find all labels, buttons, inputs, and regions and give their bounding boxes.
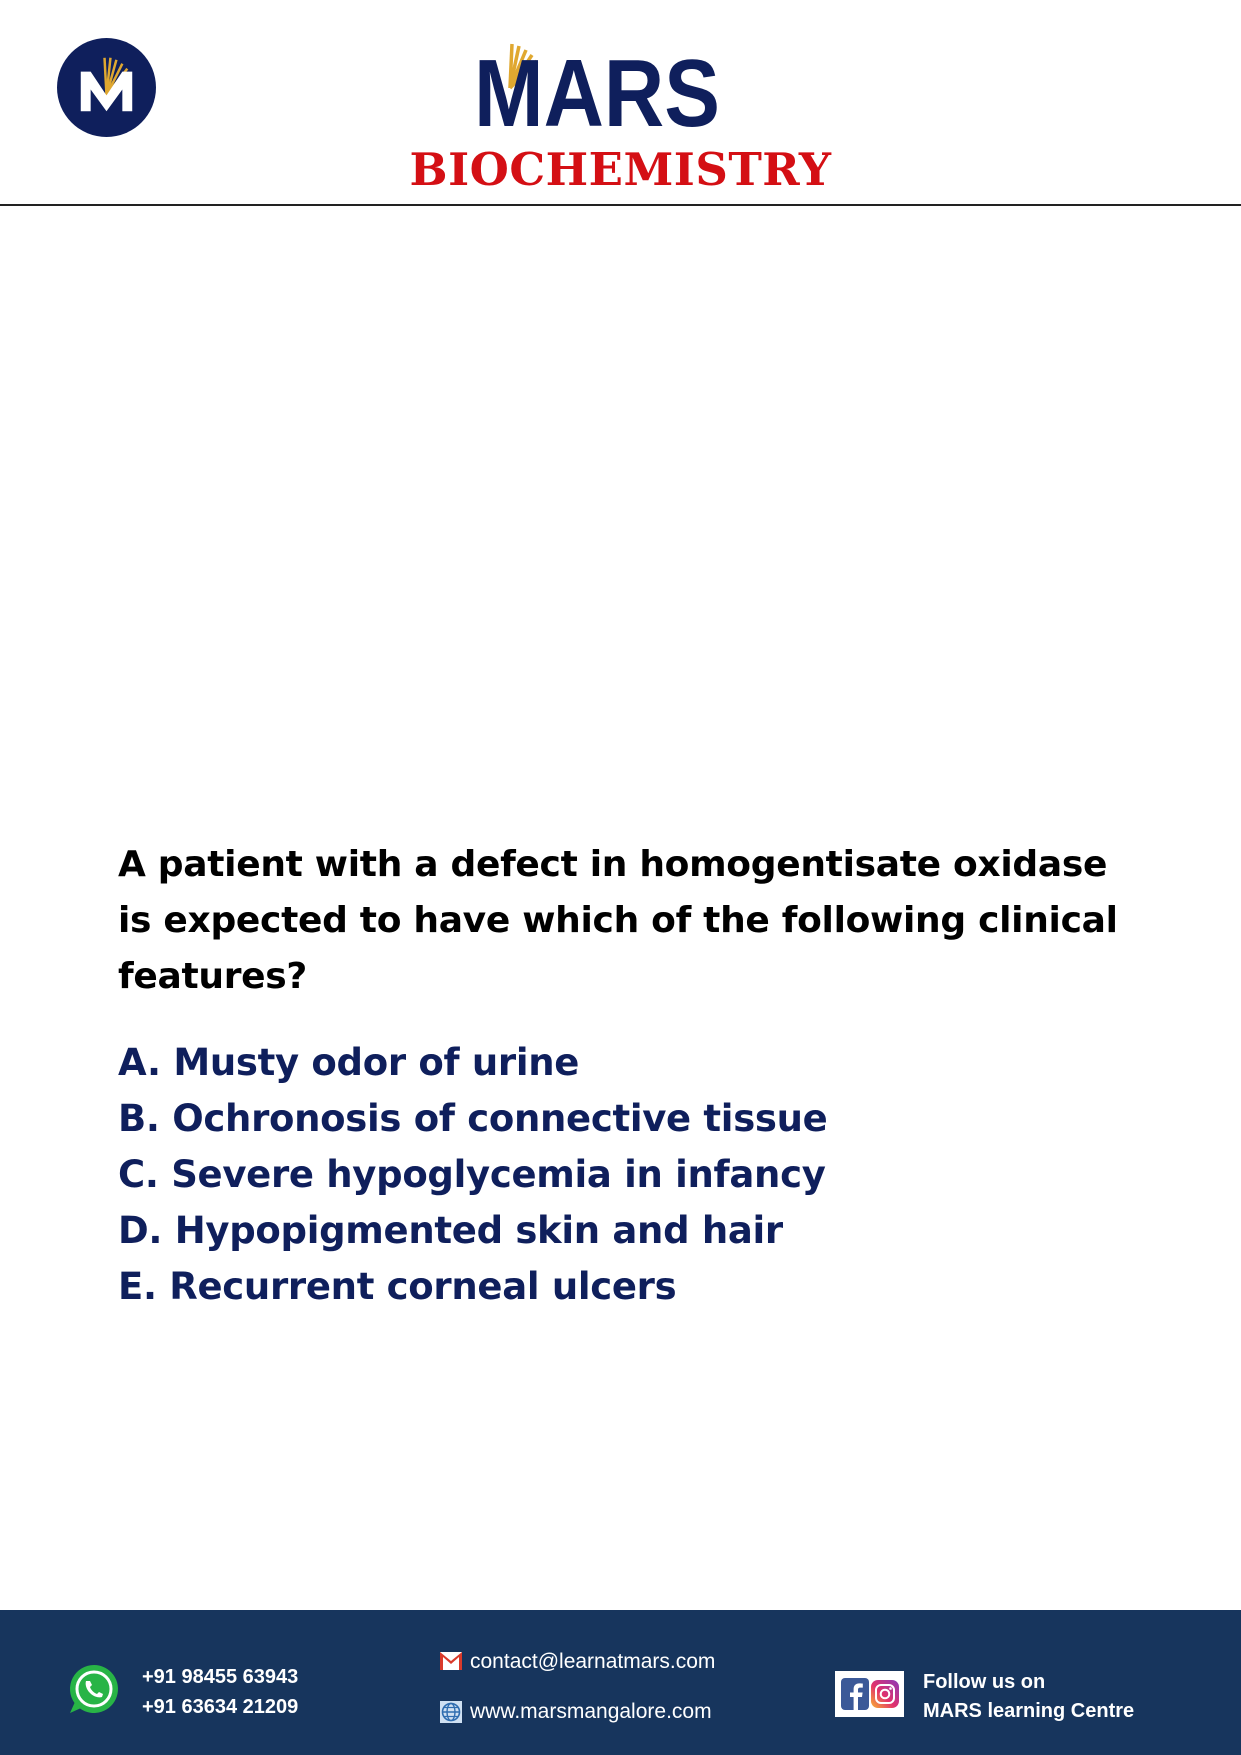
option-c: C. Severe hypoglycemia in infancy [118,1153,826,1196]
instagram-icon[interactable] [871,1678,899,1710]
subject-title: BIOCHEMISTRY [409,143,832,196]
globe-icon [440,1701,462,1723]
social-icons [835,1671,904,1717]
phone-numbers [142,1662,298,1722]
follow-line-1: Follow us on [923,1671,1046,1693]
contact-footer [0,1610,1241,1755]
answer-options [118,1035,1148,1315]
website-link[interactable]: www.marsmangalore.com [470,1700,712,1723]
option-a: A. Musty odor of urine [118,1041,580,1084]
contact-email[interactable]: contact@learnatmars.com [470,1650,716,1673]
whatsapp-icon [68,1663,120,1715]
option-d: D. Hypopigmented skin and hair [118,1209,783,1252]
follow-us-text [923,1668,1134,1726]
mars-logo [472,40,722,147]
facebook-icon[interactable] [841,1678,869,1710]
brand-name: MARS [474,40,720,147]
phone-number-1: +91 98455 63943 [142,1666,299,1688]
mail-icon [440,1652,462,1670]
page-header [0,0,1241,206]
follow-line-2: MARS learning Centre [923,1700,1135,1722]
mars-m-badge-icon [57,38,156,137]
option-e: E. Recurrent corneal ulcers [118,1265,677,1308]
question-text: A patient with a defect in homogentisate oxidase is expected to have which of the following clinical features? [118,844,1118,997]
phone-number-2: +91 63634 21209 [142,1696,299,1718]
option-b: B. Ochronosis of connective tissue [118,1097,828,1140]
